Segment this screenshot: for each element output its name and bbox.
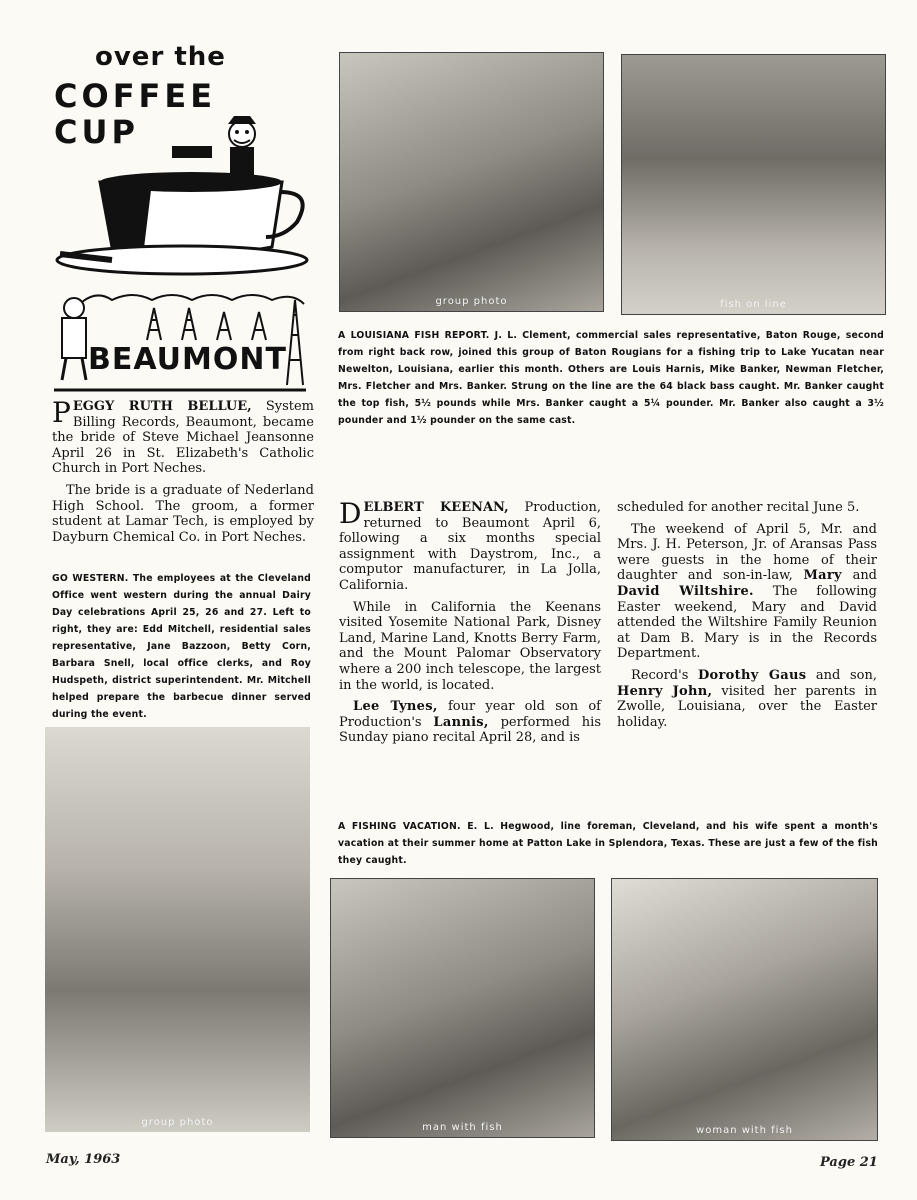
masthead-coffee: COFFEE — [54, 77, 217, 115]
footer-page-number: Page 21 — [820, 1155, 878, 1170]
beaumont-title: BEAUMONT — [88, 342, 287, 377]
peggy-article: PEGGY RUTH BELLUE, System Billing Records, Beaumont, became the bride of Steve Michael Jeansonne April 26 in St. Elizabeth's Catholic Church in Port Neches. The bride is a graduate of Nederland High School. The groom, a former student at Lamar Tech, is employed by Dayburn Chemical Co. in Port Neches. — [52, 396, 314, 545]
coffee-cup-illustration — [52, 112, 314, 288]
go-western-photo: group photo — [45, 727, 310, 1132]
vacation-man-photo: man with fish — [330, 878, 595, 1138]
beaumont-banner — [52, 290, 308, 392]
column-three-article: scheduled for another recital June 5. The weekend of April 5, Mr. and Mrs. J. H. Peterson, Jr. of Aransas Pass were guests in the home of their daughter and son-in-law, Mary and David Wiltshire. The following Easter weekend, Mary and David attended the Wiltshire Family Reunion at Dam B. Mary is in the Records Department. Record's Dorothy Gaus and son, Henry John, visited her parents in Zwolle, Louisiana, over the Easter holiday. — [617, 500, 878, 730]
fish-report-group-photo: group photo — [339, 52, 604, 312]
fishing-vacation-caption: A FISHING VACATION. E. L. Hegwood, line foreman, Cleveland, and his wife spent a month's vacation at their summer home at Patton Lake in Splendora, Texas. These are just a few of the fish they caught. — [338, 821, 878, 866]
delbert-article: DELBERT KEENAN, Production, returned to Beaumont April 6, following a six months special assignment with Daystrom, Inc., a computor manufacturer, in La Jolla, California. While in California the Keenans visited Yosemite National Park, Disney Land, Marine Land, Knotts Berry Farm, and the Mount Palomar Observatory where a 200 inch telescope, the largest in the world, is located. Lee Tynes, four year old son of Production's Lannis, performed his Sunday piano recital April 28, and is — [339, 497, 602, 746]
go-western-caption: GO WESTERN. The employees at the Cleveland Office went western during the annual Dairy Day celebrations April 25, 26 and 27. Left to right, they are: Edd Mitchell, residential sales representative, Jane Bazzoon, Betty Corn, Barbara Snell, local office clerks, and Roy Hudspeth, district superintendent. Mr. Mitchell helped prepare the barbecue dinner served during the event. — [52, 573, 312, 720]
masthead-over-the: over the — [95, 42, 226, 72]
footer-date: May, 1963 — [46, 1152, 121, 1167]
fish-report-caption: A LOUISIANA FISH REPORT. J. L. Clement, commercial sales representative, Baton Rouge, second from right back row, joined this group of Baton Rougians for a fishing trip to Lake Yucatan near Newelton, Louisiana, earlier this month. Others are Louis Harnis, Mike Banker, Newman Fletcher, Mrs. Fletcher and Mrs. Banker. Strung on the line are the 64 black bass caught. Mr. Banker caught the top fish, 5½ pounds while Mrs. Banker caught a 5¼ pounder. Mr. Banker also caught a 3½ pounder and 1½ pounder on the same cast. — [338, 330, 885, 426]
fish-report-string-photo: fish on line — [621, 54, 886, 315]
masthead-cup: CUP — [54, 113, 139, 151]
vacation-woman-photo: woman with fish — [611, 878, 878, 1141]
